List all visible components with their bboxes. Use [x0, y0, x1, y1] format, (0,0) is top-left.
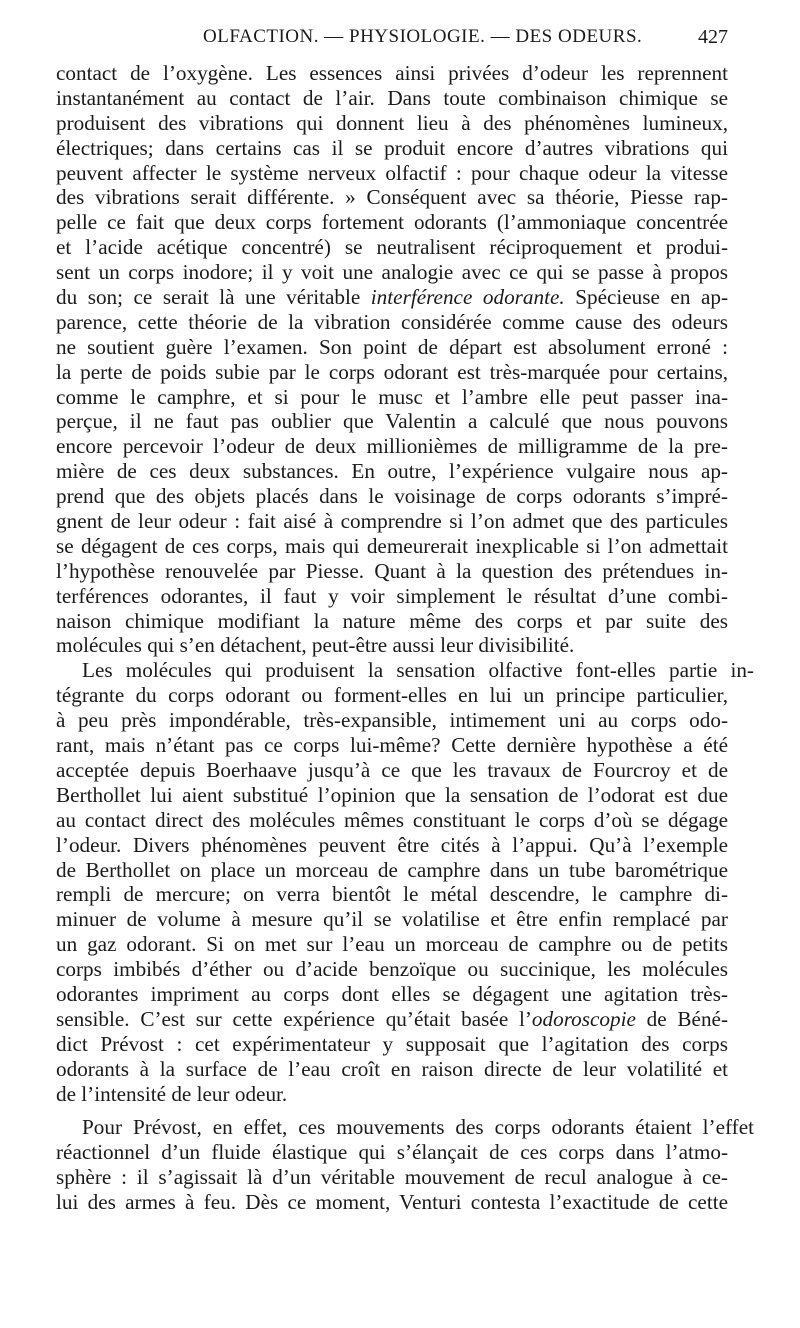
text-line: à peu près impondérable, très-expansible, intimement uni au corps odo- [56, 708, 728, 733]
text-line: naison chimique modifiant la nature même des corps et par suite des [56, 608, 728, 633]
text-line: parence, cette théorie de la vibration considérée comme cause des odeurs [56, 309, 728, 334]
text-line: la perte de poids subie par le corps odorant est très-marquée pour certains, [56, 359, 728, 384]
text-line: Berthollet lui aient substitué l’opinion que la sensation de l’odorat est due [56, 782, 728, 807]
text-line: de l’intensité de leur odeur. [56, 1081, 288, 1106]
text-segment: de Béné- [635, 1006, 728, 1031]
text-line: dict Prévost : cet expérimentateur y supposait que l’agitation des corps [56, 1031, 728, 1056]
text-line: électriques; dans certains cas il se produit encore d’autres vibrations qui [56, 135, 728, 160]
running-title: OLFACTION. — PHYSIOLOGIE. — DES ODEURS. [203, 26, 643, 47]
text-line: mière de ces deux substances. En outre, l’expérience vulgaire nous ap- [56, 459, 728, 484]
paragraph-spacer [56, 1106, 728, 1115]
text-line: Pour Prévost, en effet, ces mouvements des corps odorants étaient l’effet [82, 1115, 754, 1140]
text-line: des vibrations serait différente. » Conséquent avec sa théorie, Piesse rap- [56, 185, 728, 210]
text-line: l’hypothèse renouvelée par Piesse. Quant à la question des prétendues in- [56, 558, 728, 583]
text-line: l’odeur. Divers phénomènes peuvent être cités à l’appui. Qu’à l’exemple [56, 832, 728, 857]
text-line-with-italic [56, 285, 728, 310]
text-line-with-italic [56, 1007, 728, 1032]
text-line: odorantes impriment au corps dont elles se dégagent une agitation très- [56, 981, 728, 1006]
text-line: comme le camphre, et si pour le musc et l’ambre elle peut passer ina- [56, 384, 728, 409]
text-segment: du son; ce serait là une véritable [56, 285, 371, 310]
text-line: au contact direct des molécules mêmes constituant le corps d’où se dégage [56, 807, 728, 832]
text-line: terférences odorantes, il faut y voir simplement le résultat d’une combi- [56, 583, 728, 608]
text-line: encore percevoir l’odeur de deux millionièmes de milligramme de la pre- [56, 434, 728, 459]
text-line: ne soutient guère l’examen. Son point de départ est absolument erroné : [56, 334, 728, 359]
text-line: et l’acide acétique concentré) se neutralisent réciproquement et produi- [56, 235, 728, 260]
page-number: 427 [698, 26, 728, 48]
text-segment: sensible. C’est sur cette expérience qu’était basée l’ [56, 1006, 532, 1031]
text-line: prend que des objets placés dans le voisinage de corps odorants s’impré- [56, 484, 728, 509]
text-line: perçue, il ne faut pas oublier que Valentin a calculé que nous pouvons [56, 409, 728, 434]
text-line: peuvent affecter le système nerveux olfactif : pour chaque odeur la vitesse [56, 160, 728, 185]
text-line: sphère : il s’agissait là d’un véritable mouvement de recul analogue à ce- [56, 1165, 728, 1190]
text-line: Les molécules qui produisent la sensation olfactive font-elles partie in- [82, 658, 754, 683]
text-line: sent un corps inodore; il y voit une analogie avec ce qui se passe à propos [56, 260, 728, 285]
italic-phrase: interférence odorante. [370, 285, 565, 310]
text-line: contact de l’oxygène. Les essences ainsi privées d’odeur les reprennent [56, 61, 728, 85]
text-line: de Berthollet on place un morceau de camphre dans un tube barométrique [56, 857, 728, 882]
italic-word: odoroscopie [531, 1006, 636, 1031]
text-line: réactionnel d’un fluide élastique qui s’élançait de ces corps dans l’atmo- [56, 1140, 728, 1165]
text-line: acceptée depuis Boerhaave jusqu’à ce que les travaux de Fourcroy et de [56, 757, 728, 782]
text-line: molécules qui s’en détachent, peut-être aussi leur divisibilité. [56, 633, 575, 658]
text-line: corps imbibés d’éther ou d’acide benzoïque ou succinique, les molécules [56, 957, 728, 982]
text-line: produisent des vibrations qui donnent lieu à des phénomènes lumineux, [56, 110, 728, 135]
text-line: rempli de mercure; on verra bientôt le métal descendre, le camphre di- [56, 882, 728, 907]
text-line: lui des armes à feu. Dès ce moment, Venturi contesta l’exactitude de cette [56, 1190, 728, 1215]
paragraph [56, 658, 754, 1106]
text-segment: Spécieuse en ap- [564, 285, 728, 310]
running-header [0, 26, 800, 56]
paragraph [56, 61, 728, 658]
text-line: instantanément au contact de l’air. Dans toute combinaison chimique se [56, 85, 728, 110]
text-line: tégrante du corps odorant ou forment-elles en lui un principe particulier, [56, 683, 728, 708]
text-line: gnent de leur odeur : fait aisé à comprendre si l’on admet que des particules [56, 509, 728, 534]
text-line: minuer de volume à mesure qu’il se volatilise et être enfin remplacé par [56, 907, 728, 932]
text-line: un gaz odorant. Si on met sur l’eau un morceau de camphre ou de petits [56, 932, 728, 957]
body-text [56, 61, 754, 1215]
text-line: pelle ce fait que deux corps fortement odorants (l’ammoniaque concentrée [56, 210, 728, 235]
paragraph [56, 1115, 754, 1215]
text-line: odorants à la surface de l’eau croît en raison directe de leur volatilité et [56, 1056, 728, 1081]
text-line: se dégagent de ces corps, mais qui demeurerait inexplicable si l’on admettait [56, 533, 728, 558]
text-line: rant, mais n’étant pas ce corps lui-même? Cette dernière hypothèse a été [56, 733, 728, 758]
